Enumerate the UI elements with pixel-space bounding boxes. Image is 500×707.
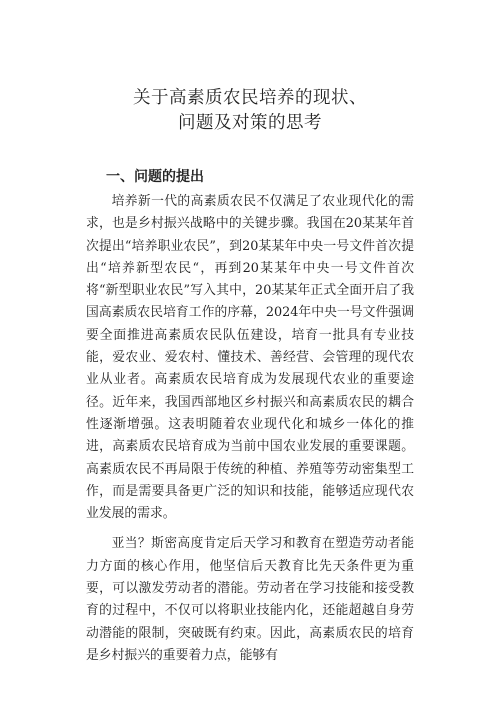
title-line-1: 关于高素质农民培养的现状、 bbox=[133, 88, 367, 108]
document-title bbox=[86, 86, 414, 136]
title-line-2: 问题及对策的思考 bbox=[178, 113, 322, 133]
section-heading: 一、问题的提出 bbox=[106, 169, 204, 185]
body-paragraph-2: 亚当？斯密高度肯定后天学习和教育在塑造劳动者能力方面的核心作用，他坚信后天教育比先天条件更为重要，可以激发劳动者的潜能。劳动者在学习技能和接受教育的过程中，不仅可以将职业技能内化，还能超越自身劳动潜能的限制，突破既有约束。因此，高素质农民的培育是乡村振兴的重要着力点，能够有 bbox=[86, 536, 414, 663]
body-paragraph-1: 培养新一代的高素质农民不仅满足了农业现代化的需求，也是乡村振兴战略中的关键步骤。我国在20某某年首次提出“培养职业农民”，到20某某年中央一号文件首次提出“培养新型农民“，再到20某某年中央一号文件首次将“新型职业农民”写入其中，20某某年正式全面开启了我国高素质农民培育工作的序幕，2024年中央一号文件强调要全面推进高素质农民队伍建设，培育一批具有专业技能，爱农业、爱农村、懂技术、善经营、会管理的现代农业从业者。高素质农民培育成为发展现代农业的重要途径。近年来，我国西部地区乡村振兴和高素质农民的耦合性逐渐增强。这表明随着农业现代化和城乡一体化的推进，高素质农民培育成为当前中国农业发展的重要课题。高素质农民不再局限于传统的种植、养殖等劳动密集型工作，而是需要具备更广泛的知识和技能，能够适应现代农业发展的需求。 bbox=[86, 194, 414, 522]
